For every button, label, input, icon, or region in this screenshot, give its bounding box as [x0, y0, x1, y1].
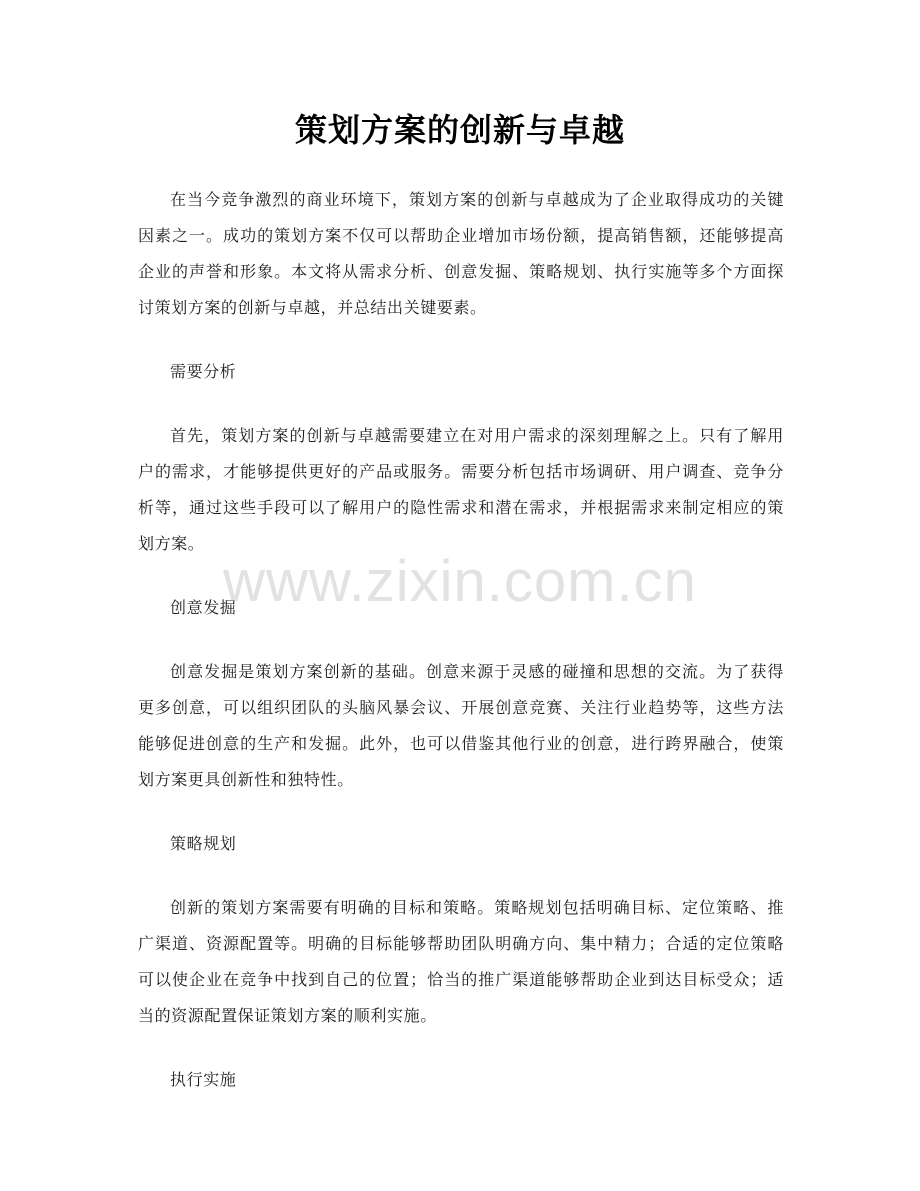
intro-paragraph: 在当今竞争激烈的商业环境下，策划方案的创新与卓越成为了企业取得成功的关键因素之一。成功的策划方案不仅可以帮助企业增加市场份额，提高销售额，还能够提高企业的声誉和形象。本文将从需求分析、创意发掘、策略规划、执行实施等多个方面探讨策划方案的创新与卓越，并总结出关键要素。 [138, 190, 784, 317]
section-body-strategy-planning: 创新的策划方案需要有明确的目标和策略。策略规划包括明确目标、定位策略、推广渠道、资源配置等。明确的目标能够帮助团队明确方向、集中精力；合适的定位策略可以使企业在竞争中找到自己的位置；恰当的推广渠道能够帮助企业到达目标受众；适当的资源配置保证策划方案的顺利实施。 [138, 898, 784, 1025]
section-heading-needs-analysis: 需要分析 [170, 362, 237, 381]
section-heading-creative-mining: 创意发掘 [170, 598, 237, 617]
section-heading-execution: 执行实施 [170, 1070, 237, 1089]
section-heading-strategy-planning: 策略规划 [170, 834, 237, 853]
watermark: www.zixin.com.cn [223, 549, 697, 614]
section-body-creative-mining: 创意发掘是策划方案创新的基础。创意来源于灵感的碰撞和思想的交流。为了获得更多创意，可以组织团队的头脑风暴会议、开展创意竞赛、关注行业趋势等，这些方法能够促进创意的生产和发掘。此外，也可以借鉴其他行业的创意，进行跨界融合，使策划方案更具创新性和独特性。 [138, 662, 784, 789]
document-body [138, 182, 784, 1126]
section-body-needs-analysis: 首先，策划方案的创新与卓越需要建立在对用户需求的深刻理解之上。只有了解用户的需求，才能够提供更好的产品或服务。需要分析包括市场调研、用户调查、竞争分析等，通过这些手段可以了解用户的隐性需求和潜在需求，并根据需求来制定相应的策划方案。 [138, 426, 784, 553]
document-title: 策划方案的创新与卓越 [294, 111, 625, 149]
